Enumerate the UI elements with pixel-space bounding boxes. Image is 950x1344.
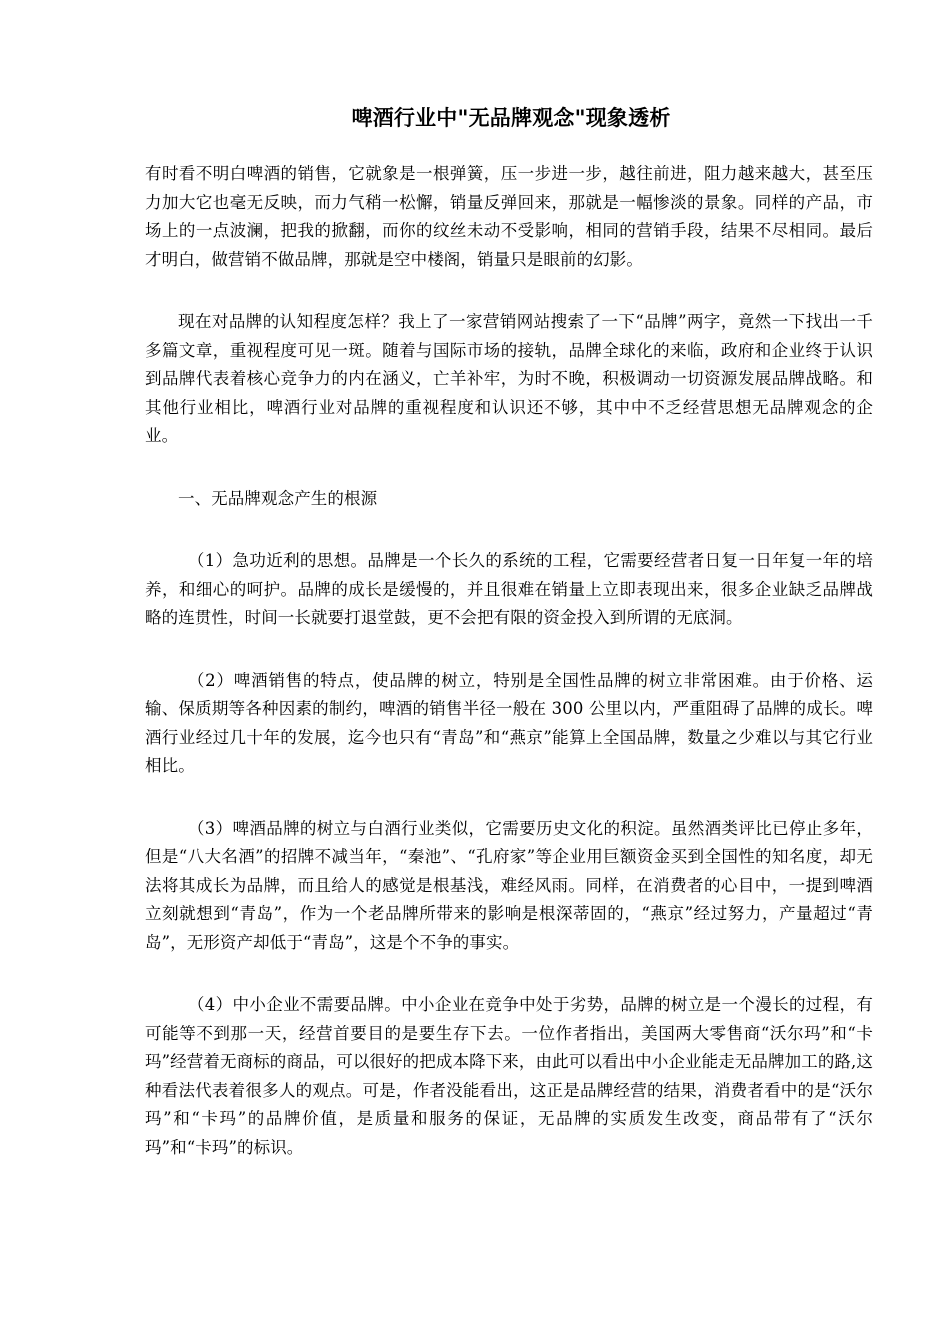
document-title: 啤酒行业中"无品牌观念"现象透析: [351, 106, 671, 131]
paragraph-intro: 有时看不明白啤酒的销售，它就象是一根弹簧，压一步进一步，越往前进，阻力越来越大，甚至压力加大它也毫无反映，而力气稍一松懈，销量反弹回来，那就是一幅惨淡的景象。同样的产品，市场上的一点波澜，把我的掀翻，而你的纹丝未动不受影响，相同的营销手段，结果不尽相同。最后才明白，做营销不做品牌，那就是空中楼阁，销量只是眼前的幻影。: [145, 164, 873, 269]
paragraph-brand-awareness: 现在对品牌的认知程度怎样？我上了一家营销网站搜索了一下“品牌”两字，竟然一下找出一千多篇文章，重视程度可见一斑。随着与国际市场的接轨，品牌全球化的来临，政府和企业终于认识到品牌代表着核心竞争力的内在涵义，亡羊补牢，为时不晚，积极调动一切资源发展品牌战略。和其他行业相比，啤酒行业对品牌的重视程度和认识还不够，其中中不乏经营思想无品牌观念的企业。: [145, 312, 873, 445]
paragraph-point-4: （4）中小企业不需要品牌。中小企业在竞争中处于劣势，品牌的树立是一个漫长的过程，有可能等不到那一天，经营首要目的是要生存下去。一位作者指出，美国两大零售商“沃尔玛”和“卡玛”经营着无商标的商品，可以很好的把成本降下来，由此可以看出中小企业能走无品牌加工的路,这种看法代表着很多人的观点。可是，作者没能看出，这正是品牌经营的结果，消费者看中的是“沃尔玛”和“卡玛”的品牌价值，是质量和服务的保证，无品牌的实质发生改变，商品带有了“沃尔玛”和“卡玛”的标识。: [145, 995, 873, 1157]
paragraph-point-1: （1）急功近利的思想。品牌是一个长久的系统的工程，它需要经营者日复一日年复一年的培养，和细心的呵护。品牌的成长是缓慢的，并且很难在销量上立即表现出来，很多企业缺乏品牌战略的连贯性，时间一长就要打退堂鼓，更不会把有限的资金投入到所谓的无底洞。: [145, 551, 873, 627]
document-body: [145, 160, 873, 1196]
section-heading-roots: 一、无品牌观念产生的根源: [178, 488, 378, 508]
paragraph-point-3: （3）啤酒品牌的树立与白酒行业类似，它需要历史文化的积淀。虽然酒类评比已停止多年，但是“八大名酒”的招牌不减当年，“秦池”、“孔府家”等企业用巨额资金买到全国性的知名度，却无法将其成长为品牌，而且给人的感觉是根基浅，难经风雨。同样，在消费者的心目中，一提到啤酒立刻就想到“青岛”，作为一个老品牌所带来的影响是根深蒂固的，“燕京”经过努力，产量超过“青岛”，无形资产却低于“青岛”，这是个不争的事实。: [145, 818, 873, 952]
paragraph-point-2: （2）啤酒销售的特点，使品牌的树立，特别是全国性品牌的树立非常困难。由于价格、运输、保质期等各种因素的制约，啤酒的销售半径一般在 300 公里以内，严重阻碍了品牌的成长。啤酒行业经过几十年的发展，迄今也只有“青岛”和“燕京”能算上全国品牌，数量之少难以与其它行业相比。: [145, 670, 873, 775]
